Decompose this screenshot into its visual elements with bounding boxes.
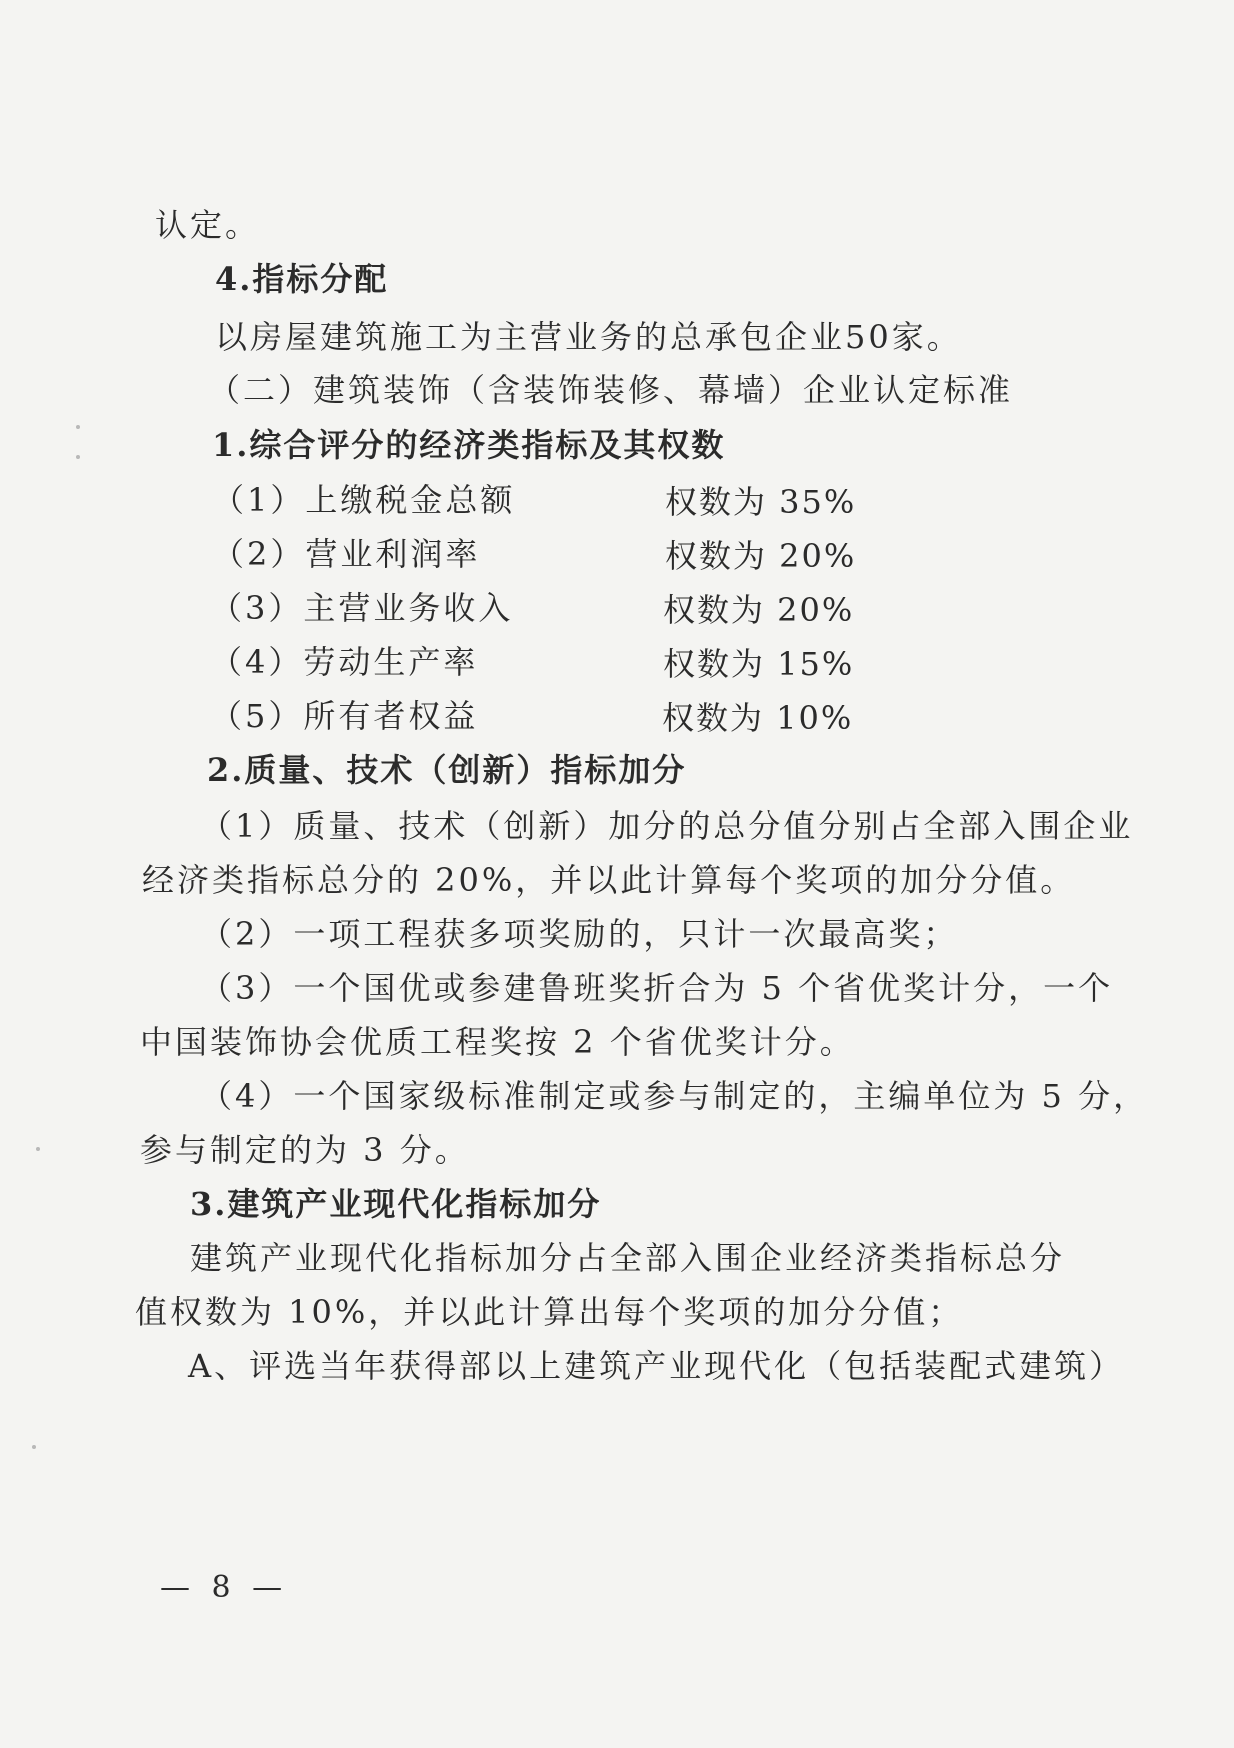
indicator-label: （2）营业利润率 [212,535,481,573]
s2-paragraph-2: （2）一项工程获多项奖励的，只计一次最高奖； [200,915,959,953]
intro-tail: 认定。 [155,206,261,244]
subsection-3-title: 3.建筑产业现代化指标加分 [190,1185,602,1223]
section-4-body: 以房屋建筑施工为主营业务的总承包企业50家。 [215,318,962,356]
indicator-label: （4）劳动生产率 [210,643,479,681]
indicator-label: （5）所有者权益 [210,697,479,735]
indicator-weight: 权数为 15% [663,645,855,683]
indicator-label: （1）上缴税金总额 [212,481,516,519]
scan-speck [32,1445,36,1449]
page-number: — 8 — [160,1570,289,1605]
s2-paragraph-4-line-2: 参与制定的为 3 分。 [140,1131,470,1169]
scan-speck [36,1147,40,1151]
indicator-weight: 权数为 20% [663,591,855,629]
s2-paragraph-1-line-2: 经济类指标总分的 20%，并以此计算每个奖项的加分分值。 [142,861,1076,899]
s2-paragraph-1-line-1: （1）质量、技术（创新）加分的总分值分别占全部入围企业 [200,807,1134,845]
s2-paragraph-3-line-1: （3）一个国优或参建鲁班奖折合为 5 个省优奖计分，一个 [200,969,1114,1007]
s3-paragraph-A: A、评选当年获得部以上建筑产业现代化（包括装配式建筑） [188,1347,1125,1385]
s2-paragraph-3-line-2: 中国装饰协会优质工程奖按 2 个省优奖计分。 [140,1023,855,1061]
scan-speck [76,425,80,429]
s3-paragraph-1-line-2: 值权数为 10%，并以此计算出每个奖项的加分分值； [135,1293,964,1331]
s2-paragraph-4-line-1: （4）一个国家级标准制定或参与制定的，主编单位为 5 分， [200,1077,1149,1115]
indicator-label: （3）主营业务收入 [210,589,514,627]
section-4-title: 4.指标分配 [215,260,389,298]
s3-paragraph-1-line-1: 建筑产业现代化指标加分占全部入围企业经济类指标总分 [190,1239,1066,1277]
part-2-title: （二）建筑装饰（含装饰装修、幕墙）企业认定标准 [208,371,1014,409]
subsection-2-title: 2.质量、技术（创新）指标加分 [207,751,687,789]
indicator-weight: 权数为 35% [665,483,857,521]
indicator-weight: 权数为 20% [665,537,857,575]
scan-speck [76,455,80,459]
indicator-weight: 权数为 10% [662,699,854,737]
subsection-1-title: 1.综合评分的经济类指标及其权数 [212,426,726,464]
